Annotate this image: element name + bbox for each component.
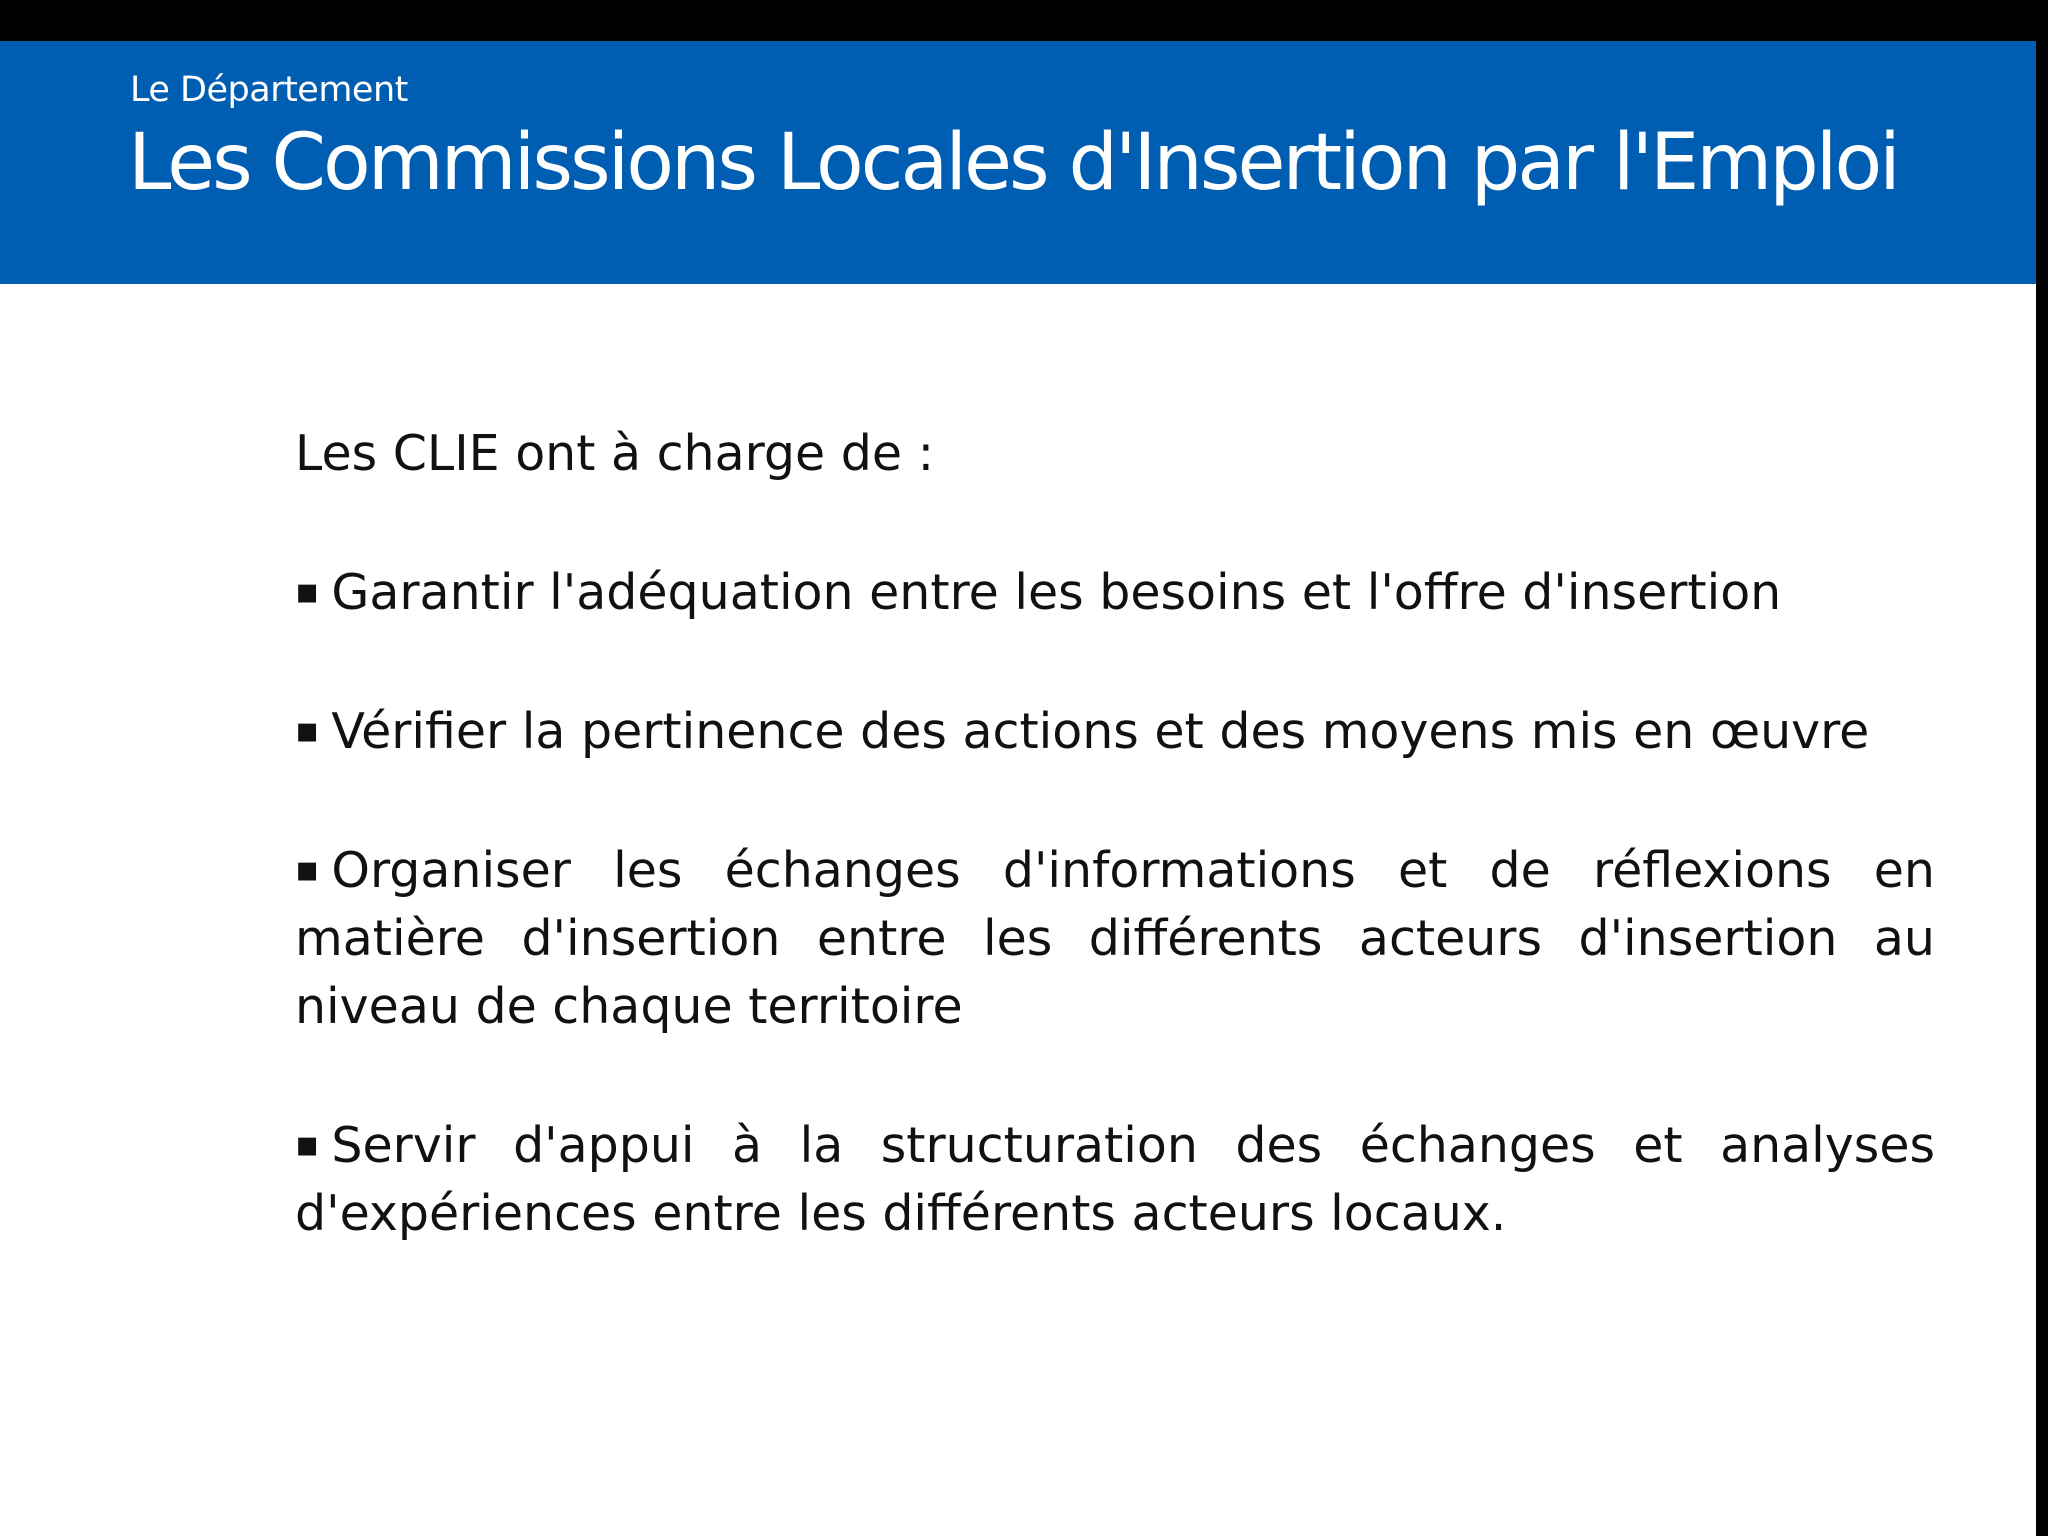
bullet-item — [295, 1111, 1935, 1248]
header-kicker: Le Département — [130, 70, 408, 110]
bullet-text: Organiser les échanges d'informations et de réflexions en matière d'insertion entre les différents acteurs d'insertion au niveau de chaque territoire — [295, 842, 1935, 1035]
square-bullet-icon: ▪ — [295, 849, 320, 890]
right-frame-bar — [2036, 0, 2048, 1536]
square-bullet-icon: ▪ — [295, 1124, 320, 1165]
bullet-item — [295, 558, 1935, 627]
top-frame-bar — [0, 0, 2048, 41]
bullet-text: Garantir l'adéquation entre les besoins et l'offre d'insertion — [331, 564, 1782, 621]
intro-text: Les CLIE ont à charge de : — [295, 425, 935, 482]
bullet-text: Servir d'appui à la structuration des échanges et analyses d'expériences entre les différents acteurs locaux. — [295, 1117, 1935, 1242]
bullet-item — [295, 697, 1935, 766]
page-title: Les Commissions Locales d'Insertion par l'Emploi — [128, 118, 1898, 208]
square-bullet-icon: ▪ — [295, 571, 320, 612]
bullet-text: Vérifier la pertinence des actions et des moyens mis en œuvre — [331, 703, 1870, 760]
bullet-item — [295, 836, 1935, 1041]
square-bullet-icon: ▪ — [295, 710, 320, 751]
slide-content — [295, 420, 1935, 1318]
